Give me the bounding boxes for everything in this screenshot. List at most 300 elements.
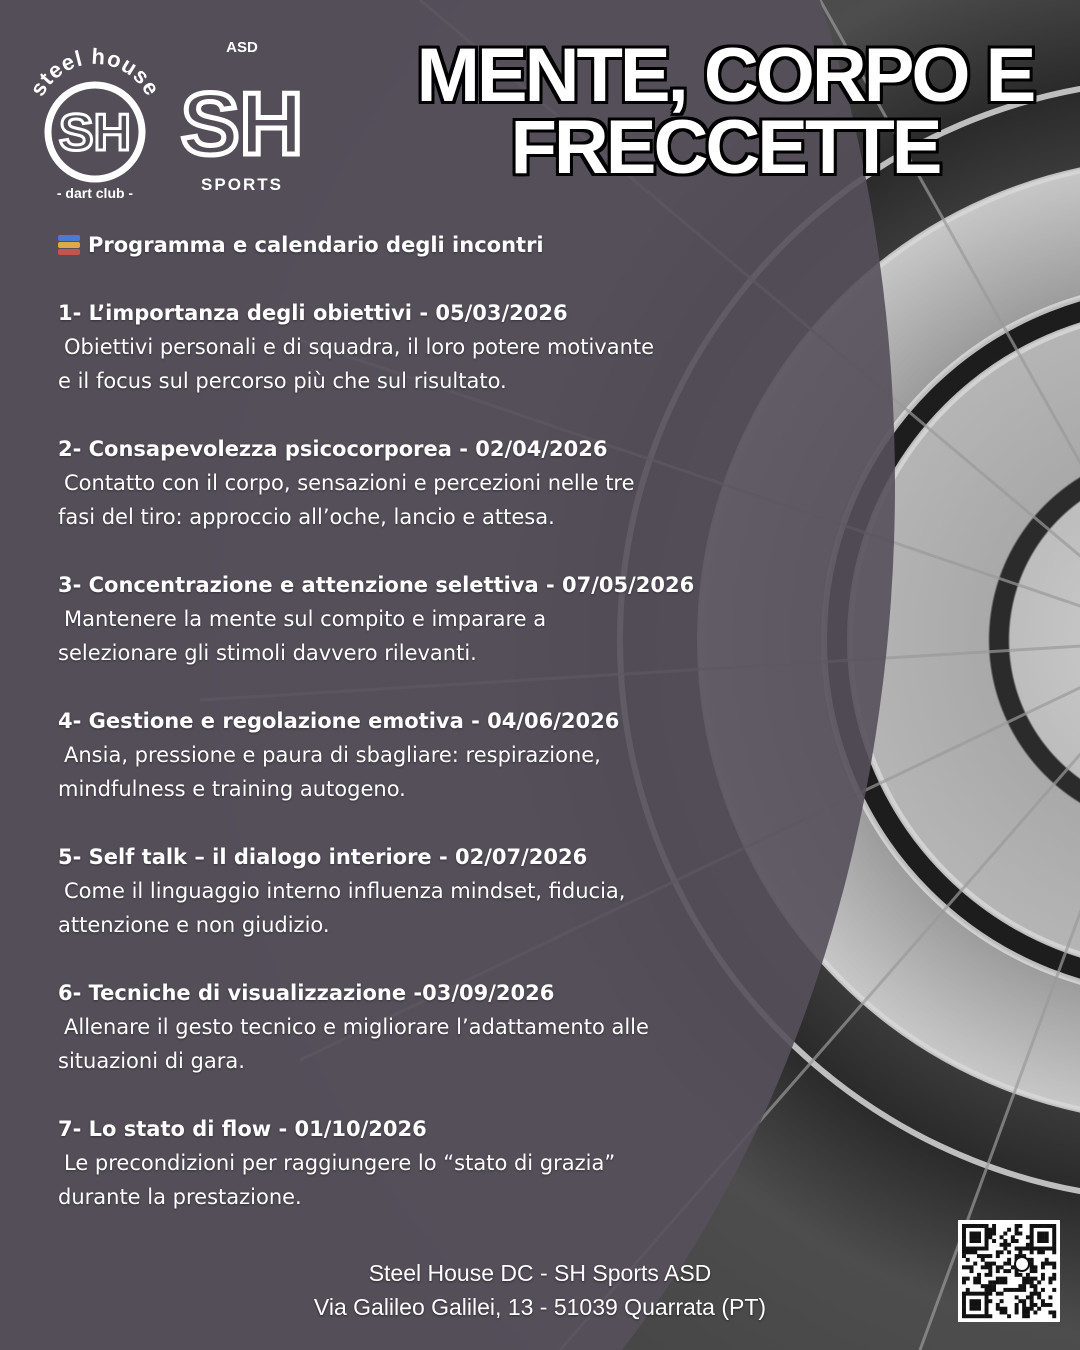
- qr-module: [985, 1314, 989, 1318]
- qr-module: [1045, 1262, 1049, 1266]
- qr-module: [1003, 1243, 1007, 1247]
- qr-module: [1041, 1303, 1045, 1307]
- session-description: [58, 466, 738, 534]
- qr-module: [1018, 1232, 1022, 1236]
- qr-module: [1015, 1307, 1019, 1311]
- qr-module: [1052, 1288, 1056, 1292]
- qr-module: [962, 1303, 966, 1307]
- qr-module: [985, 1228, 989, 1232]
- session-description-line: attenzione e non giudizio.: [58, 913, 330, 937]
- qr-module: [962, 1310, 966, 1314]
- qr-module: [1011, 1235, 1015, 1239]
- session-description-line: Obiettivi personali e di squadra, il loro potere motivante: [64, 335, 655, 359]
- sh-sports-bottom-text: SPORTS: [201, 175, 283, 194]
- qr-module: [985, 1284, 989, 1288]
- qr-module: [985, 1265, 989, 1269]
- qr-module: [985, 1292, 989, 1296]
- qr-module: [1048, 1303, 1052, 1307]
- qr-module: [1045, 1232, 1049, 1236]
- qr-module: [977, 1292, 981, 1296]
- qr-module: [996, 1269, 1000, 1273]
- qr-module: [1003, 1239, 1007, 1243]
- qr-module: [992, 1228, 996, 1232]
- qr-module: [1048, 1280, 1052, 1284]
- qr-module: [1037, 1307, 1041, 1311]
- qr-module: [1045, 1247, 1049, 1251]
- qr-module: [988, 1273, 992, 1277]
- qr-module: [1033, 1224, 1037, 1228]
- qr-module: [992, 1280, 996, 1284]
- qr-module: [1030, 1228, 1034, 1232]
- qr-module: [1052, 1273, 1056, 1277]
- qr-module: [1030, 1262, 1034, 1266]
- qr-module: [988, 1280, 992, 1284]
- qr-module: [1052, 1310, 1056, 1314]
- qr-module: [988, 1288, 992, 1292]
- qr-module: [1003, 1288, 1007, 1292]
- qr-module: [1045, 1224, 1049, 1228]
- qr-module: [973, 1299, 977, 1303]
- qr-module: [973, 1307, 977, 1311]
- qr-module: [1048, 1295, 1052, 1299]
- qr-module: [973, 1250, 977, 1254]
- qr-module: [1007, 1258, 1011, 1262]
- qr-module: [970, 1265, 974, 1269]
- qr-module: [988, 1232, 992, 1236]
- qr-module: [996, 1250, 1000, 1254]
- qr-module: [1030, 1307, 1034, 1311]
- qr-module: [1026, 1280, 1030, 1284]
- qr-module: [1037, 1250, 1041, 1254]
- qr-module: [962, 1243, 966, 1247]
- qr-module: [1030, 1299, 1034, 1303]
- session-description-line: durante la prestazione.: [58, 1185, 302, 1209]
- qr-module: [962, 1239, 966, 1243]
- session-description-line: Come il linguaggio interno influenza mindset, fiducia,: [64, 879, 626, 903]
- qr-module: [981, 1284, 985, 1288]
- qr-module: [1015, 1228, 1019, 1232]
- qr-module: [1033, 1269, 1037, 1273]
- qr-module: [988, 1299, 992, 1303]
- qr-module: [1026, 1247, 1030, 1251]
- qr-module: [962, 1295, 966, 1299]
- qr-module: [966, 1277, 970, 1281]
- qr-module: [1003, 1232, 1007, 1236]
- footer-address: Via Galileo Galilei, 13 - 51039 Quarrata (PT): [313, 1294, 767, 1320]
- session-title: 3- Concentrazione e attenzione selettiva - 07/05/2026: [58, 573, 695, 597]
- qr-module: [966, 1247, 970, 1251]
- qr-module: [1041, 1247, 1045, 1251]
- qr-module: [1041, 1239, 1045, 1243]
- session-description-line: selezionare gli stimoli davvero rilevanti.: [58, 641, 477, 665]
- qr-module: [1045, 1258, 1049, 1262]
- qr-module: [1030, 1265, 1034, 1269]
- steel-house-monogram: SH: [58, 104, 132, 162]
- qr-module: [1022, 1247, 1026, 1251]
- qr-module: [1041, 1265, 1045, 1269]
- qr-module: [981, 1258, 985, 1262]
- qr-module: [1022, 1314, 1026, 1318]
- qr-module: [1041, 1224, 1045, 1228]
- qr-module: [1052, 1250, 1056, 1254]
- qr-module: [966, 1250, 970, 1254]
- qr-module: [966, 1258, 970, 1262]
- qr-module: [977, 1239, 981, 1243]
- steel-house-top-text: steel house: [24, 43, 166, 101]
- qr-module: [1030, 1247, 1034, 1251]
- session-item: [58, 1112, 738, 1214]
- qr-module: [985, 1299, 989, 1303]
- qr-module: [1030, 1224, 1034, 1228]
- qr-module: [981, 1292, 985, 1296]
- qr-module: [1033, 1265, 1037, 1269]
- qr-module: [1003, 1310, 1007, 1314]
- qr-module: [1000, 1250, 1004, 1254]
- qr-module: [992, 1224, 996, 1228]
- qr-module: [1030, 1239, 1034, 1243]
- qr-module: [962, 1280, 966, 1284]
- qr-module: [1000, 1310, 1004, 1314]
- qr-module: [1000, 1265, 1004, 1269]
- qr-module: [1041, 1299, 1045, 1303]
- qr-module: [966, 1288, 970, 1292]
- session-title: 5- Self talk – il dialogo interiore - 02/07/2026: [58, 845, 588, 869]
- qr-module: [1026, 1273, 1030, 1277]
- qr-module: [985, 1243, 989, 1247]
- qr-module: [970, 1235, 974, 1239]
- qr-module: [992, 1232, 996, 1236]
- qr-module: [1015, 1288, 1019, 1292]
- qr-module: [1018, 1284, 1022, 1288]
- qr-module: [1011, 1288, 1015, 1292]
- qr-module: [1000, 1277, 1004, 1281]
- qr-module: [1000, 1307, 1004, 1311]
- qr-module: [1026, 1307, 1030, 1311]
- qr-module: [1015, 1310, 1019, 1314]
- qr-module: [977, 1314, 981, 1318]
- qr-module: [973, 1232, 977, 1236]
- qr-module: [1026, 1235, 1030, 1239]
- qr-module: [988, 1269, 992, 1273]
- qr-module: [973, 1224, 977, 1228]
- qr-module: [1003, 1307, 1007, 1311]
- qr-module: [981, 1265, 985, 1269]
- qr-module: [985, 1262, 989, 1266]
- qr-module: [1033, 1277, 1037, 1281]
- qr-module: [1018, 1247, 1022, 1251]
- qr-module: [966, 1265, 970, 1269]
- session-description-line: Mantenere la mente sul compito e imparare a: [64, 607, 547, 631]
- qr-module: [985, 1310, 989, 1314]
- qr-module: [996, 1303, 1000, 1307]
- qr-module: [973, 1239, 977, 1243]
- qr-module: [1015, 1239, 1019, 1243]
- qr-module: [1048, 1310, 1052, 1314]
- qr-module: [970, 1303, 974, 1307]
- qr-module: [1022, 1299, 1026, 1303]
- qr-module: [1022, 1280, 1026, 1284]
- qr-module: [973, 1303, 977, 1307]
- qr-module: [962, 1265, 966, 1269]
- qr-module: [985, 1232, 989, 1236]
- qr-module: [985, 1235, 989, 1239]
- qr-module: [1052, 1262, 1056, 1266]
- page-title: [390, 33, 1060, 190]
- qr-module: [966, 1314, 970, 1318]
- qr-module: [1003, 1277, 1007, 1281]
- qr-module: [1003, 1262, 1007, 1266]
- session-item: [58, 568, 738, 670]
- qr-module: [966, 1224, 970, 1228]
- qr-module: [1030, 1280, 1034, 1284]
- qr-module: [1018, 1299, 1022, 1303]
- qr-module: [988, 1284, 992, 1288]
- qr-module: [1041, 1232, 1045, 1236]
- qr-module: [1003, 1247, 1007, 1251]
- qr-module: [1037, 1295, 1041, 1299]
- qr-module: [1022, 1310, 1026, 1314]
- qr-module: [1022, 1288, 1026, 1292]
- qr-module: [973, 1277, 977, 1281]
- qr-module: [1037, 1292, 1041, 1296]
- qr-module: [970, 1314, 974, 1318]
- title-line-2: FRECCETTE: [510, 105, 940, 190]
- qr-module: [973, 1280, 977, 1284]
- qr-module: [1037, 1232, 1041, 1236]
- qr-module: [1052, 1232, 1056, 1236]
- qr-module: [981, 1254, 985, 1258]
- qr-module: [1033, 1288, 1037, 1292]
- qr-module: [1033, 1310, 1037, 1314]
- qr-module: [977, 1232, 981, 1236]
- qr-module: [1022, 1303, 1026, 1307]
- qr-module: [1007, 1269, 1011, 1273]
- qr-module: [970, 1269, 974, 1273]
- qr-module: [996, 1277, 1000, 1281]
- qr-module: [977, 1280, 981, 1284]
- qr-module: [1030, 1250, 1034, 1254]
- qr-module: [988, 1262, 992, 1266]
- steel-house-logo: [20, 32, 170, 202]
- qr-module: [1052, 1235, 1056, 1239]
- qr-module: [1015, 1224, 1019, 1228]
- qr-module: [1026, 1243, 1030, 1247]
- qr-module: [977, 1277, 981, 1281]
- qr-module: [962, 1224, 966, 1228]
- session-description: [58, 1146, 738, 1214]
- qr-module: [1007, 1243, 1011, 1247]
- qr-module: [1041, 1235, 1045, 1239]
- qr-module: [1045, 1303, 1049, 1307]
- qr-module: [970, 1299, 974, 1303]
- session-description: [58, 330, 738, 398]
- session-description-line: situazioni di gara.: [58, 1049, 245, 1073]
- qr-module: [1007, 1288, 1011, 1292]
- session-description-line: mindfulness e training autogeno.: [58, 777, 406, 801]
- steel-house-bottom-text: - dart club -: [56, 185, 134, 201]
- program-heading: [58, 228, 738, 262]
- qr-module: [962, 1307, 966, 1311]
- whatsapp-icon: [1015, 1257, 1029, 1271]
- qr-module: [1030, 1292, 1034, 1296]
- qr-module: [985, 1303, 989, 1307]
- session-description: [58, 602, 738, 670]
- session-description: [58, 1010, 738, 1078]
- qr-module: [970, 1224, 974, 1228]
- qr-module: [985, 1288, 989, 1292]
- qr-module: [1052, 1247, 1056, 1251]
- qr-module: [1007, 1250, 1011, 1254]
- qr-module: [970, 1247, 974, 1251]
- qr-module: [1003, 1269, 1007, 1273]
- qr-module: [973, 1314, 977, 1318]
- qr-module: [1045, 1239, 1049, 1243]
- qr-module: [977, 1299, 981, 1303]
- qr-module: [1048, 1247, 1052, 1251]
- qr-module: [985, 1247, 989, 1251]
- sh-sports-logo: [180, 36, 305, 196]
- qr-module: [985, 1273, 989, 1277]
- session-item: [58, 432, 738, 534]
- qr-module: [1048, 1277, 1052, 1281]
- session-description: [58, 874, 738, 942]
- session-title: 1- L’importanza degli obiettivi - 05/03/2026: [58, 301, 568, 325]
- qr-module: [1052, 1228, 1056, 1232]
- qr-module: [1030, 1295, 1034, 1299]
- qr-module: [1007, 1314, 1011, 1318]
- qr-module: [970, 1232, 974, 1236]
- qr-module: [988, 1314, 992, 1318]
- session-description: [58, 738, 738, 806]
- qr-module: [973, 1235, 977, 1239]
- session-item: [58, 296, 738, 398]
- qr-code-icon[interactable]: [958, 1220, 1060, 1322]
- qr-module: [1052, 1239, 1056, 1243]
- qr-module: [996, 1265, 1000, 1269]
- qr-module: [1052, 1243, 1056, 1247]
- session-title: 6- Tecniche di visualizzazione -03/09/2026: [58, 981, 555, 1005]
- qr-module: [1018, 1224, 1022, 1228]
- qr-module: [1018, 1273, 1022, 1277]
- qr-module: [1030, 1269, 1034, 1273]
- qr-module: [977, 1247, 981, 1251]
- qr-module: [1000, 1280, 1004, 1284]
- qr-module: [1018, 1288, 1022, 1292]
- qr-module: [962, 1247, 966, 1251]
- qr-module: [981, 1247, 985, 1251]
- qr-module: [1041, 1262, 1045, 1266]
- qr-module: [970, 1239, 974, 1243]
- session-title: 2- Consapevolezza psicocorporea - 02/04/2026: [58, 437, 608, 461]
- qr-module: [1033, 1284, 1037, 1288]
- qr-module: [962, 1232, 966, 1236]
- qr-module: [988, 1292, 992, 1296]
- session-description-line: Allenare il gesto tecnico e migliorare l’adattamento alle: [64, 1015, 649, 1039]
- title-line-1: MENTE, CORPO E: [416, 33, 1034, 118]
- qr-module: [981, 1224, 985, 1228]
- qr-module: [1026, 1295, 1030, 1299]
- program-section: [58, 228, 738, 1248]
- qr-module: [1041, 1273, 1045, 1277]
- qr-module: [1045, 1235, 1049, 1239]
- qr-module: [962, 1250, 966, 1254]
- qr-module: [992, 1288, 996, 1292]
- qr-module: [970, 1250, 974, 1254]
- qr-module: [1037, 1235, 1041, 1239]
- qr-module: [996, 1292, 1000, 1296]
- qr-module: [992, 1239, 996, 1243]
- svg-text:steel house: [25, 44, 165, 101]
- qr-module: [1015, 1232, 1019, 1236]
- session-item: [58, 976, 738, 1078]
- qr-module: [985, 1239, 989, 1243]
- qr-module: [996, 1280, 1000, 1284]
- program-heading-text: Programma e calendario degli incontri: [88, 233, 544, 257]
- qr-module: [1007, 1228, 1011, 1232]
- qr-module: [1030, 1235, 1034, 1239]
- session-description-line: e il focus sul percorso più che sul risultato.: [58, 369, 507, 393]
- qr-module: [1052, 1277, 1056, 1281]
- qr-module: [973, 1247, 977, 1251]
- qr-module: [988, 1235, 992, 1239]
- qr-module: [1015, 1247, 1019, 1251]
- books-icon: [58, 235, 80, 255]
- qr-module: [988, 1228, 992, 1232]
- qr-module: [977, 1273, 981, 1277]
- qr-module: [1007, 1262, 1011, 1266]
- qr-module: [1037, 1224, 1041, 1228]
- qr-module: [1033, 1292, 1037, 1296]
- qr-module: [962, 1292, 966, 1296]
- qr-module: [1022, 1277, 1026, 1281]
- qr-module: [1026, 1277, 1030, 1281]
- footer: [240, 1256, 840, 1324]
- qr-module: [1018, 1250, 1022, 1254]
- qr-module: [981, 1314, 985, 1318]
- qr-module: [1033, 1303, 1037, 1307]
- qr-module: [962, 1314, 966, 1318]
- qr-module: [1030, 1243, 1034, 1247]
- qr-module: [1030, 1303, 1034, 1307]
- qr-module: [1048, 1224, 1052, 1228]
- qr-module: [1015, 1303, 1019, 1307]
- qr-module: [1000, 1292, 1004, 1296]
- qr-module: [1026, 1310, 1030, 1314]
- qr-module: [985, 1254, 989, 1258]
- qr-module: [962, 1299, 966, 1303]
- qr-module: [970, 1307, 974, 1311]
- qr-module: [1037, 1247, 1041, 1251]
- session-description-line: Ansia, pressione e paura di sbagliare: respirazione,: [64, 743, 601, 767]
- qr-module: [985, 1307, 989, 1311]
- qr-module: [1000, 1299, 1004, 1303]
- qr-module: [970, 1292, 974, 1296]
- qr-module: [1033, 1247, 1037, 1251]
- session-list: [58, 296, 738, 1214]
- qr-module: [1030, 1232, 1034, 1236]
- session-title: 7- Lo stato di flow - 01/10/2026: [58, 1117, 427, 1141]
- footer-organization: Steel House DC - SH Sports ASD: [368, 1260, 712, 1286]
- qr-module: [992, 1262, 996, 1266]
- qr-module: [1041, 1250, 1045, 1254]
- qr-module: [988, 1254, 992, 1258]
- qr-module: [1048, 1262, 1052, 1266]
- session-title: 4- Gestione e regolazione emotiva - 04/06/2026: [58, 709, 620, 733]
- qr-module: [977, 1303, 981, 1307]
- qr-module: [992, 1284, 996, 1288]
- qr-module: [973, 1262, 977, 1266]
- qr-module: [1011, 1239, 1015, 1243]
